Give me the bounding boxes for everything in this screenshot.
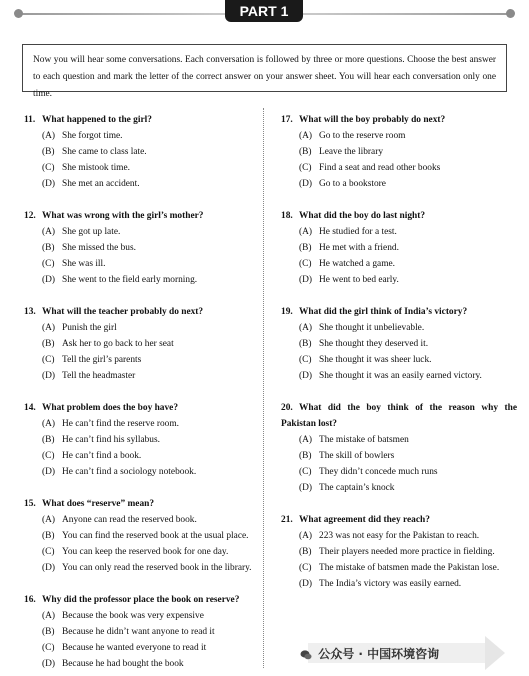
option-letter: (A): [299, 131, 313, 141]
answer-option: [281, 464, 517, 480]
option-letter: (A): [42, 611, 56, 621]
answer-option: [281, 432, 517, 448]
option-letter: (A): [299, 323, 313, 333]
answer-option: [281, 352, 517, 368]
option-text: Because he didn’t want anyone to read it: [62, 627, 215, 637]
option-text: 223 was not easy for the Pakistan to reach.: [319, 531, 480, 541]
answer-option: [24, 656, 252, 672]
right-column: [281, 112, 517, 592]
header-dot-left: [14, 9, 23, 18]
option-text: She was ill.: [62, 259, 106, 269]
option-letter: (B): [42, 435, 55, 445]
question-spacer: [281, 288, 517, 304]
option-text: He met with a friend.: [319, 243, 399, 253]
answer-option: [24, 608, 252, 624]
answer-option: [281, 144, 517, 160]
answer-option: [24, 544, 252, 560]
answer-option: [24, 160, 252, 176]
option-letter: (A): [299, 531, 313, 541]
option-letter: (D): [299, 579, 313, 589]
question-title: [24, 496, 252, 512]
question-text: What was wrong with the girl’s mother?: [42, 211, 204, 221]
question-block: [281, 400, 517, 496]
answer-option: [24, 128, 252, 144]
answer-option: [281, 128, 517, 144]
question-number: 16.: [24, 595, 36, 605]
option-text: He can’t find a sociology notebook.: [62, 467, 197, 477]
option-text: The skill of bowlers: [319, 451, 395, 461]
answer-option: [24, 368, 252, 384]
option-text: Go to the reserve room: [319, 131, 406, 141]
option-letter: (A): [299, 435, 313, 445]
answer-option: [24, 144, 252, 160]
question-spacer: [24, 480, 252, 496]
option-letter: (D): [42, 371, 56, 381]
answer-option: [281, 256, 517, 272]
question-text: What will the teacher probably do next?: [42, 307, 204, 317]
option-text: She thought it unbelievable.: [319, 323, 425, 333]
answer-option: [24, 256, 252, 272]
instructions-box: Now you will hear some conversations. Each conversation is followed by three or more questions. Choose the best answer to each question and mark the letter of the correct answer on your answer sheet. You will hear each conversation only one time.: [22, 44, 507, 92]
option-text: The India’s victory was easily earned.: [319, 579, 462, 589]
option-letter: (C): [42, 643, 55, 653]
question-number: 19.: [281, 307, 293, 317]
option-text: She forgot time.: [62, 131, 123, 141]
watermark-arrow: [485, 636, 505, 670]
option-text: He went to bed early.: [319, 275, 399, 285]
answer-option: [24, 512, 252, 528]
question-spacer: [281, 192, 517, 208]
answer-option: [281, 240, 517, 256]
question-block: [24, 592, 252, 672]
question-block: [24, 208, 252, 288]
question-block: [281, 304, 517, 384]
answer-option: [281, 480, 517, 496]
watermark: [300, 636, 520, 670]
question-block: [281, 512, 517, 592]
option-letter: (B): [299, 547, 312, 557]
option-text: Tell the girl’s parents: [62, 355, 142, 365]
option-text: He studied for a test.: [319, 227, 397, 237]
header-dot-right: [506, 9, 515, 18]
question-title: [281, 208, 517, 224]
option-text: Find a seat and read other books: [319, 163, 441, 173]
option-letter: (B): [299, 147, 312, 157]
option-text: She missed the bus.: [62, 243, 136, 253]
option-text: Tell the headmaster: [62, 371, 136, 381]
question-text: What happened to the girl?: [42, 115, 152, 125]
option-text: You can only read the reserved book in the library.: [62, 563, 252, 573]
question-text: What will the boy probably do next?: [299, 115, 446, 125]
option-letter: (D): [42, 659, 56, 669]
question-title: [24, 304, 252, 320]
option-text: She went to the field early morning.: [62, 275, 198, 285]
option-letter: (B): [299, 339, 312, 349]
option-letter: (C): [299, 259, 312, 269]
option-letter: (B): [42, 531, 55, 541]
answer-option: [281, 176, 517, 192]
option-letter: (C): [299, 355, 312, 365]
question-title: [24, 592, 252, 608]
option-letter: (C): [299, 563, 312, 573]
option-letter: (D): [299, 483, 313, 493]
option-letter: (B): [42, 243, 55, 253]
question-title: [281, 112, 517, 128]
question-number: 15.: [24, 499, 36, 509]
option-text: She thought it was sheer luck.: [319, 355, 432, 365]
question-number: 11.: [24, 115, 36, 125]
part-label: PART 1: [225, 0, 303, 22]
option-text: You can keep the reserved book for one day.: [62, 547, 229, 557]
option-text: Their players needed more practice in fielding.: [319, 547, 495, 557]
question-block: [24, 304, 252, 384]
option-text: Leave the library: [319, 147, 384, 157]
question-number: 13.: [24, 307, 36, 317]
option-text: He watched a game.: [319, 259, 396, 269]
answer-option: [281, 224, 517, 240]
question-block: [24, 400, 252, 480]
option-text: She got up late.: [62, 227, 121, 237]
option-letter: (C): [42, 451, 55, 461]
option-text: She met an accident.: [62, 179, 140, 189]
answer-option: [24, 224, 252, 240]
question-number: 12.: [24, 211, 36, 221]
answer-option: [281, 272, 517, 288]
question-text: What problem does the boy have?: [42, 403, 179, 413]
answer-option: [24, 240, 252, 256]
answer-option: [24, 432, 252, 448]
answer-option: [24, 448, 252, 464]
option-letter: (D): [299, 371, 313, 381]
option-text: He can’t find the reserve room.: [62, 419, 179, 429]
question-block: [281, 112, 517, 192]
option-letter: (B): [299, 243, 312, 253]
question-block: [24, 496, 252, 576]
question-title: [24, 400, 252, 416]
option-letter: (A): [299, 227, 313, 237]
option-letter: (A): [42, 419, 56, 429]
question-spacer: [24, 384, 252, 400]
option-text: You can find the reserved book at the usual place.: [62, 531, 249, 541]
question-title: [24, 112, 252, 128]
question-text: Why did the professor place the book on reserve?: [42, 595, 240, 605]
option-letter: (C): [42, 259, 55, 269]
option-text: He can’t find a book.: [62, 451, 142, 461]
question-title: [24, 208, 252, 224]
answer-option: [24, 320, 252, 336]
answer-option: [24, 624, 252, 640]
question-number: 20.: [281, 403, 293, 413]
option-letter: (D): [42, 563, 56, 573]
question-text: What agreement did they reach?: [299, 515, 430, 525]
answer-option: [24, 640, 252, 656]
option-text: The mistake of batsmen made the Pakistan lose.: [319, 563, 500, 573]
option-text: The captain’s knock: [319, 483, 395, 493]
question-spacer: [24, 192, 252, 208]
question-text: What does “reserve” mean?: [42, 499, 155, 509]
question-text: What did the boy do last night?: [299, 211, 426, 221]
question-block: [24, 112, 252, 192]
option-letter: (A): [42, 131, 56, 141]
option-text: Because the book was very expensive: [62, 611, 204, 621]
option-text: Punish the girl: [62, 323, 117, 333]
option-text: Go to a bookstore: [319, 179, 386, 189]
option-letter: (C): [299, 163, 312, 173]
answer-option: [24, 464, 252, 480]
wechat-icon: [300, 649, 312, 661]
question-block: [281, 208, 517, 288]
answer-option: [281, 336, 517, 352]
question-title: [281, 400, 517, 432]
option-text: They didn’t concede much runs: [319, 467, 438, 477]
option-letter: (B): [42, 627, 55, 637]
option-letter: (C): [42, 547, 55, 557]
column-divider: [263, 108, 264, 668]
question-title: [281, 512, 517, 528]
answer-option: [24, 352, 252, 368]
question-spacer: [281, 384, 517, 400]
option-letter: (B): [42, 339, 55, 349]
answer-option: [24, 272, 252, 288]
answer-option: [281, 528, 517, 544]
question-title: [281, 304, 517, 320]
option-letter: (C): [299, 467, 312, 477]
option-text: The mistake of batsmen: [319, 435, 409, 445]
question-spacer: [24, 288, 252, 304]
option-letter: (B): [299, 451, 312, 461]
answer-option: [281, 368, 517, 384]
answer-option: [281, 560, 517, 576]
option-text: Because he had bought the book: [62, 659, 184, 669]
option-text: She thought they deserved it.: [319, 339, 429, 349]
question-number: 17.: [281, 115, 293, 125]
left-column: [24, 112, 252, 672]
option-letter: (D): [42, 467, 56, 477]
option-text: Ask her to go back to her seat: [62, 339, 174, 349]
option-letter: (D): [42, 179, 56, 189]
answer-option: [24, 416, 252, 432]
question-text: What did the boy think of the reason why the Pakistan lost?: [281, 403, 517, 429]
answer-option: [281, 448, 517, 464]
option-letter: (C): [42, 355, 55, 365]
option-letter: (A): [42, 515, 56, 525]
answer-option: [281, 160, 517, 176]
option-letter: (D): [299, 179, 313, 189]
option-text: She thought it was an easily earned victory.: [319, 371, 482, 381]
answer-option: [24, 336, 252, 352]
question-spacer: [24, 576, 252, 592]
question-number: 14.: [24, 403, 36, 413]
question-text: What did the girl think of India’s victory?: [299, 307, 468, 317]
option-letter: (A): [42, 323, 56, 333]
option-text: He can’t find his syllabus.: [62, 435, 160, 445]
watermark-text: 公众号 · 中国环境咨询: [318, 647, 440, 661]
option-letter: (C): [42, 163, 55, 173]
option-text: Anyone can read the reserved book.: [62, 515, 197, 525]
option-text: She mistook time.: [62, 163, 130, 173]
answer-option: [24, 528, 252, 544]
answer-option: [281, 320, 517, 336]
option-text: Because he wanted everyone to read it: [62, 643, 207, 653]
option-letter: (D): [299, 275, 313, 285]
option-text: She came to class late.: [62, 147, 147, 157]
option-letter: (D): [42, 275, 56, 285]
answer-option: [281, 576, 517, 592]
answer-option: [24, 560, 252, 576]
option-letter: (B): [42, 147, 55, 157]
question-spacer: [281, 496, 517, 512]
answer-option: [281, 544, 517, 560]
option-letter: (A): [42, 227, 56, 237]
question-number: 18.: [281, 211, 293, 221]
answer-option: [24, 176, 252, 192]
question-number: 21.: [281, 515, 293, 525]
